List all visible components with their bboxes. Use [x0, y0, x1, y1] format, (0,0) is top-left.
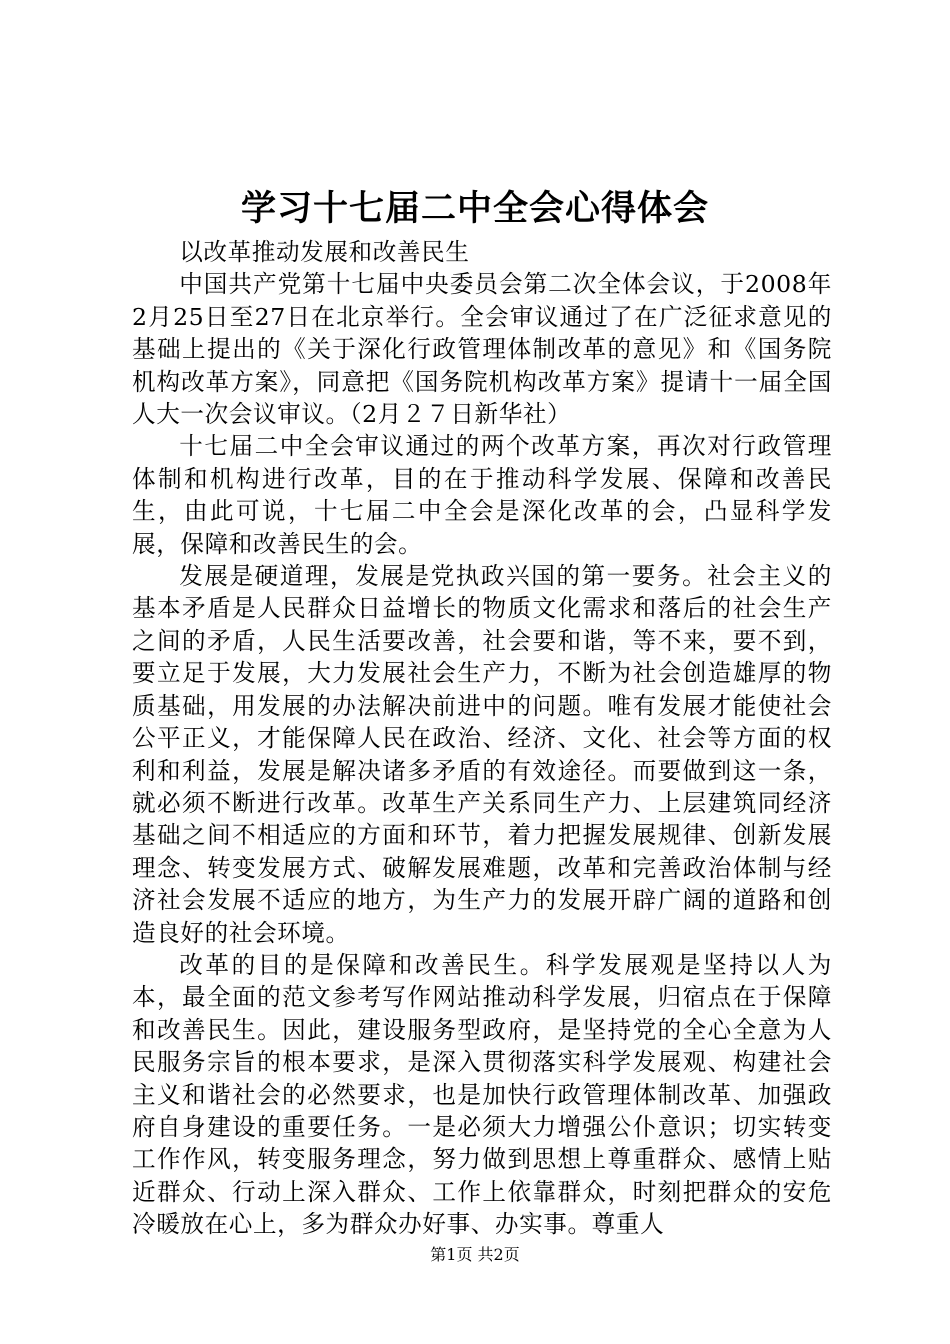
page-number-footer: 第1页 共2页: [430, 1245, 520, 1264]
document-body: [132, 236, 832, 1241]
body-paragraph: 十七届二中全会审议通过的两个改革方案，再次对行政管理体制和机构进行改革，目的在于推动科学发展、保障和改善民生，由此可说，十七届二中全会是深化改革的会，凸显科学发展，保障和改善民生的会。: [132, 432, 832, 558]
document-title: 学习十七届二中全会心得体会: [240, 189, 709, 229]
body-paragraph: 改革的目的是保障和改善民生。科学发展观是坚持以人为本，最全面的范文参考写作网站推动科学发展，归宿点在于保障和改善民生。因此，建设服务型政府，是坚持党的全心全意为人民服务宗旨的根本要求，是深入贯彻落实科学发展观、构建社会主义和谐社会的必然要求，也是加快行政管理体制改革、加强政府自身建设的重要任务。一是必须大力增强公仆意识；切实转变工作作风，转变服务理念，努力做到思想上尊重群众、感情上贴近群众、行动上深入群众、工作上依靠群众，时刻把群众的安危冷暖放在心上，多为群众办好事、办实事。尊重人: [132, 950, 832, 1239]
body-paragraph: 发展是硬道理，发展是党执政兴国的第一要务。社会主义的基本矛盾是人民群众日益增长的物质文化需求和落后的社会生产之间的矛盾，人民生活要改善，社会要和谐，等不来，要不到，要立足于发展，大力发展社会生产力，不断为社会创造雄厚的物质基础，用发展的办法解决前进中的问题。唯有发展才能使社会公平正义，才能保障人民在政治、经济、文化、社会等方面的权利和利益，发展是解决诸多矛盾的有效途径。而要做到这一条，就必须不断进行改革。改革生产关系同生产力、上层建筑同经济基础之间不相适应的方面和环节，着力把握发展规律、创新发展理念、转变发展方式、破解发展难题，改革和完善政治体制与经济社会发展不适应的地方，为生产力的发展开辟广阔的道路和创造良好的社会环境。: [132, 562, 832, 947]
body-paragraph: 中国共产党第十七届中央委员会第二次全体会议，于2008年2月25日至27日在北京举行。全会审议通过了在广泛征求意见的基础上提出的《关于深化行政管理体制改革的意见》和《国务院机构改革方案》，同意把《国务院机构改革方案》提请十一届全国人大一次会议审议。（2月２７日新华社）: [132, 270, 832, 429]
subtitle-paragraph: 以改革推动发展和改善民生: [179, 238, 470, 266]
